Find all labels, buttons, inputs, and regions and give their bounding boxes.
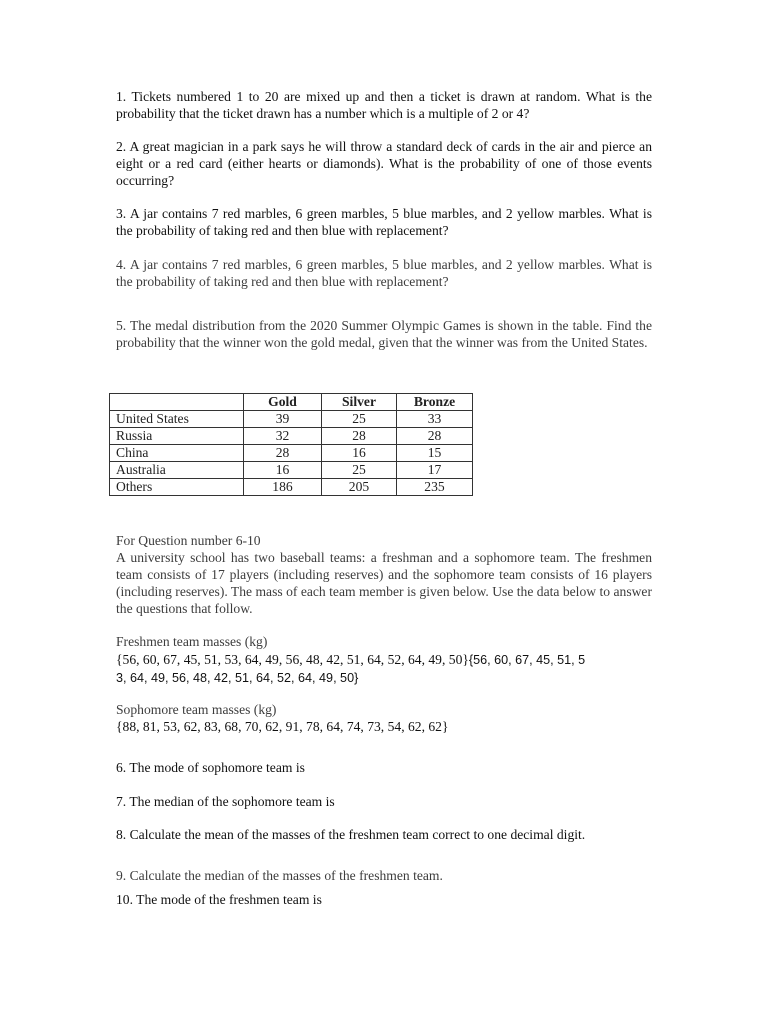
sophomore-data: {88, 81, 53, 62, 83, 68, 70, 62, 91, 78, 64, 74, 73, 54, 62, 62} [116,719,449,734]
table-cell-bronze: 33 [397,411,473,428]
table-cell-bronze: 28 [397,428,473,445]
medal-table [109,393,473,496]
table-row [110,428,473,445]
table-cell-gold: 186 [244,479,322,496]
table-cell-silver: 25 [322,411,397,428]
question-2: 2. A great magician in a park says he will throw a standard deck of cards in the air and pierce an eight or a red card (either hearts or diamonds). What is the probability of one of those events occurring? [116,139,652,188]
question-10: 10. The mode of the freshmen team is [116,892,322,907]
table-cell-bronze: 17 [397,462,473,479]
table-cell-gold: 16 [244,462,322,479]
table-cell-country: Australia [110,462,244,479]
table-row [110,411,473,428]
question-9: 9. Calculate the median of the masses of the freshmen team. [116,868,443,883]
table-cell-silver: 16 [322,445,397,462]
section-intro: A university school has two baseball teams: a freshman and a sophomore team. The freshmen team consists of 17 players (including reserves) and the sophomore team consists of 16 players (including reserves). The mass of each team member is given below. Use the data below to answer the questions that follow. [116,550,652,616]
table-cell-bronze: 235 [397,479,473,496]
question-4: 4. A jar contains 7 red marbles, 6 green marbles, 5 blue marbles, and 2 yellow marbles. What is the probability of taking red and then blue with replacement? [116,257,652,289]
section-heading: For Question number 6-10 [116,533,261,548]
table-cell-gold: 32 [244,428,322,445]
question-1: 1. Tickets numbered 1 to 20 are mixed up and then a ticket is drawn at random. What is the probability that the ticket drawn has a number which is a multiple of 2 or 4? [116,89,652,121]
table-cell-silver: 28 [322,428,397,445]
question-6: 6. The mode of sophomore team is [116,760,305,775]
table-header-cell [110,394,244,411]
table-header-cell: Bronze [397,394,473,411]
question-7: 7. The median of the sophomore team is [116,794,335,809]
freshmen-data-set-duplicate: {56, 60, 67, 45, 51, 5 [468,653,586,667]
table-row [110,462,473,479]
table-cell-country: Russia [110,428,244,445]
freshmen-data-set-duplicate-cont: 3, 64, 49, 56, 48, 42, 51, 64, 52, 64, 49, 50} [116,671,359,685]
sophomore-label: Sophomore team masses (kg) [116,702,277,717]
freshmen-label: Freshmen team masses (kg) [116,634,268,649]
table-cell-country: China [110,445,244,462]
question-5: 5. The medal distribution from the 2020 Summer Olympic Games is shown in the table. Find the probability that the winner won the gold medal, given that the winner was from the United States. [116,318,652,350]
question-8: 8. Calculate the mean of the masses of the freshmen team correct to one decimal digit. [116,827,586,842]
table-cell-country: Others [110,479,244,496]
table-row [110,479,473,496]
table-cell-bronze: 15 [397,445,473,462]
table-cell-silver: 205 [322,479,397,496]
table-cell-country: United States [110,411,244,428]
freshmen-data [116,651,652,687]
table-cell-silver: 25 [322,462,397,479]
table-header-cell: Gold [244,394,322,411]
table-cell-gold: 28 [244,445,322,462]
freshmen-data-set: {56, 60, 67, 45, 51, 53, 64, 49, 56, 48, 42, 51, 64, 52, 64, 49, 50} [116,652,469,667]
table-row [110,445,473,462]
table-header-cell: Silver [322,394,397,411]
table-header-row [110,394,473,411]
table-cell-gold: 39 [244,411,322,428]
question-3: 3. A jar contains 7 red marbles, 6 green marbles, 5 blue marbles, and 2 yellow marbles. What is the probability of taking red and then blue with replacement? [116,206,652,238]
